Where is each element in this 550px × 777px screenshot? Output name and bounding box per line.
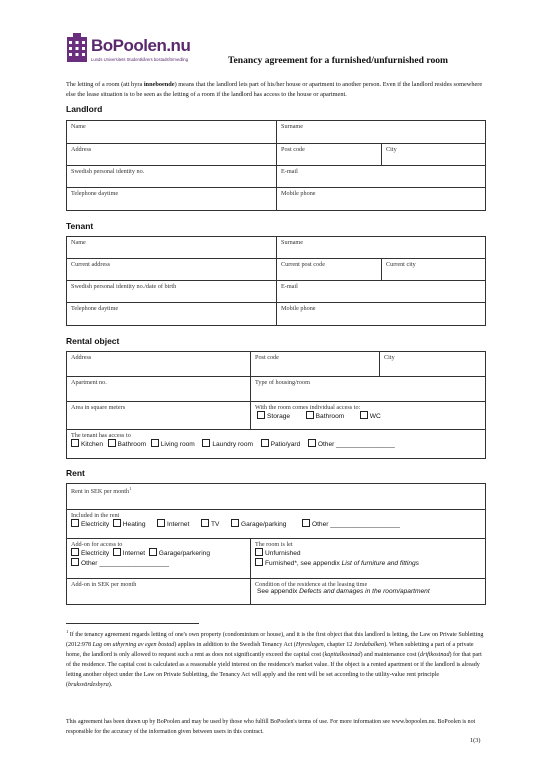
checkbox[interactable] (71, 519, 79, 527)
defects-appendix-ref: Defects and damages in the room/apartment (299, 588, 430, 595)
access-wc-option[interactable] (360, 413, 381, 420)
checkbox[interactable] (113, 548, 121, 556)
fn-text: If the tenancy agreement regards letting of one's own property (condominium or house), and it is the first object that this landlord is letting, the Law on Private Subletting (2012:978 (66, 632, 484, 649)
checkbox[interactable] (108, 439, 116, 447)
rental-postcode-field[interactable]: Post code (251, 352, 380, 377)
page-number: 1(3) (470, 737, 481, 744)
condition-label: Condition of the residence at the leasing time (255, 581, 368, 588)
tenant-mobile-field[interactable]: Mobile phone (277, 303, 486, 326)
logo-wordmark: BoPoolen.nu (91, 36, 191, 55)
intro-bold-term: inneboende (143, 81, 175, 88)
footnote-ref: 1 (129, 486, 132, 491)
access-storage-option[interactable] (257, 413, 290, 420)
room-let-label: The room is let (255, 541, 293, 548)
landlord-postcode-field[interactable]: Post code (277, 144, 382, 166)
tenant-access-kitchen[interactable] (71, 441, 103, 448)
section-heading-rent: Rent (66, 468, 85, 478)
fn-text: ). When subletting a part of a private home, the landlord is only allowed to request such a rent as does not significantly exceed the capital cost ( (66, 642, 474, 659)
option-label: Laundry room (212, 441, 254, 448)
option-label: Internet (167, 521, 190, 528)
intro-text-1: The letting of a room (att hyra (66, 81, 144, 88)
landlord-name-field[interactable]: Name (67, 121, 277, 144)
checkbox[interactable] (113, 519, 121, 527)
included-internet[interactable] (157, 521, 189, 528)
section-heading-tenant: Tenant (66, 221, 94, 231)
landlord-table (66, 120, 486, 211)
intro-text-2: ) means that the landlord lets part of his/her house or apartment to another person. Even if the landlord resides somewhere else the lease situation is to be seen as the letting of a room if the landlord has access to the house or apartment. (66, 81, 483, 99)
tenant-access-living-room[interactable] (151, 441, 195, 448)
fn-italic: Jordabalken (353, 642, 385, 649)
rent-per-month-label: Rent in SEK per month (71, 488, 130, 496)
landlord-email-field[interactable]: E-mail (277, 166, 486, 188)
option-label: Electricity (81, 521, 110, 528)
checkbox[interactable] (201, 519, 209, 527)
tenant-phone-field[interactable]: Telephone daytime (67, 303, 277, 326)
option-label: Other ___________________ (311, 521, 400, 528)
included-label: Included in the rent (71, 512, 120, 519)
option-label: Garage/parking (240, 521, 287, 528)
access-bathroom-option[interactable] (306, 413, 345, 420)
option-label: Other ________________ (317, 441, 395, 448)
rental-apartment-no-field[interactable]: Apartment no. (67, 377, 251, 402)
tenant-city-field[interactable]: Current city (382, 259, 486, 281)
footnote-separator (66, 623, 199, 624)
document-title: Tenancy agreement for a furnished/unfurnished room (228, 55, 449, 66)
included-tv[interactable] (201, 521, 219, 528)
tenant-postcode-field[interactable]: Current post code (277, 259, 382, 281)
tenant-email-field[interactable]: E-mail (277, 281, 486, 303)
checkbox[interactable] (71, 548, 79, 556)
rent-per-month-field[interactable] (67, 484, 486, 510)
checkbox[interactable] (257, 411, 265, 419)
rental-address-field[interactable]: Address (67, 352, 251, 377)
room-let-cell (251, 539, 486, 579)
tenant-access-bathroom[interactable] (108, 441, 147, 448)
addon-electricity[interactable] (71, 550, 109, 557)
checkbox[interactable] (151, 439, 159, 447)
building-logo-icon (66, 33, 88, 63)
checkbox[interactable] (308, 439, 316, 447)
checkbox[interactable] (231, 519, 239, 527)
tenant-name-field[interactable]: Name (67, 237, 277, 259)
option-label: Garage/parkering (158, 550, 211, 557)
bopoolen-logo (66, 33, 236, 83)
checkbox[interactable] (302, 519, 310, 527)
tenant-access-cell (67, 430, 486, 459)
section-heading-rental-object: Rental object (66, 336, 120, 346)
addon-access-cell (67, 539, 251, 579)
landlord-pid-field[interactable]: Swedish personal identity no. (67, 166, 277, 188)
rental-city-field[interactable]: City (380, 352, 486, 377)
tenant-address-field[interactable]: Current address (67, 259, 277, 281)
footnote-mark: 1 (66, 629, 69, 634)
checkbox[interactable] (157, 519, 165, 527)
checkbox[interactable] (71, 558, 79, 566)
included-heating[interactable] (113, 521, 146, 528)
option-label: Patio/yard (270, 441, 301, 448)
furniture-appendix-ref: List of furniture and fittings (341, 560, 419, 567)
tenant-surname-field[interactable]: Surname (277, 237, 486, 259)
rental-area-field[interactable]: Area in square meters (67, 402, 251, 430)
addon-garage[interactable] (149, 550, 210, 557)
option-label: WC (369, 413, 381, 420)
included-in-rent-cell (67, 510, 486, 539)
checkbox[interactable] (149, 548, 157, 556)
option-label: TV (210, 521, 220, 528)
tenant-access-label: The tenant has access to (71, 432, 131, 439)
let-unfurnished-option[interactable] (255, 550, 301, 557)
option-label: Storage (267, 413, 291, 420)
option-label: Heating (122, 521, 146, 528)
landlord-city-field[interactable]: City (382, 144, 486, 166)
tenant-access-other[interactable] (308, 441, 395, 448)
fn-italic: bruksvärdesbyra (68, 682, 109, 689)
fn-italic: Lag om uthyrning av egen bostad (92, 642, 175, 649)
included-other[interactable] (302, 521, 400, 528)
checkbox[interactable] (71, 439, 79, 447)
tenant-access-patio[interactable] (261, 441, 301, 448)
rent-table (66, 483, 486, 605)
tenant-pid-field[interactable]: Swedish personal identity no./date of birth (67, 281, 277, 303)
tenant-access-laundry[interactable] (202, 441, 253, 448)
logo-tagline: Lunds Universitets Studentkårers bostadsförmedling (91, 57, 189, 62)
section-heading-landlord: Landlord (66, 104, 103, 114)
option-label: Other ___________________ (81, 560, 169, 567)
checkbox[interactable] (202, 439, 210, 447)
fn-text: ) applies in addition to the Swedish Tenancy Act ( (174, 642, 296, 649)
rental-housing-type-field[interactable]: Type of housing/room (251, 377, 486, 402)
landlord-mobile-field[interactable]: Mobile phone (277, 188, 486, 211)
option-label: Electricity (81, 550, 110, 557)
included-garage[interactable] (231, 521, 286, 528)
page-footer: This agreement has been drawn up by BoPoolen and may be used by those who fulfill BoPoolen's terms of use. For more information see www.bopoolen.nu. BoPoolen is not responsible for the accuracy of the information given between users in this contract. (66, 719, 476, 735)
option-label: Bathroom (117, 441, 147, 448)
option-label: Living room (160, 441, 195, 448)
fn-text: ). (108, 682, 113, 689)
checkbox[interactable] (306, 411, 314, 419)
checkbox[interactable] (255, 558, 263, 566)
rental-object-table (66, 351, 486, 459)
addon-label: Add-on for access to (71, 541, 123, 548)
fn-italic: kapitalkostnad (324, 652, 361, 659)
tenant-table (66, 236, 486, 326)
fn-text: ) and maintenance cost ( (360, 652, 421, 659)
condition-cell (251, 579, 486, 605)
landlord-phone-field[interactable]: Telephone daytime (67, 188, 277, 211)
addon-other[interactable] (71, 560, 169, 567)
fn-text: , chapter 12 (323, 642, 354, 649)
condition-prefix: See appendix (257, 588, 300, 595)
option-label: Internet (122, 550, 146, 557)
fn-text: ) for that part of the residence. The capital cost is calculated as a reasonable yield interest on the residence's market value. If the object is a rented apartment or if the landlord is already letting another object under the Law on Private Subletting, the Tenancy Act will apply and the rent will be set according to the utility-value rent principle ( (66, 652, 482, 689)
let-furnished-option[interactable] (255, 560, 419, 567)
landlord-surname-field[interactable]: Surname (277, 121, 486, 144)
fn-italic: driftkostnad (420, 652, 450, 659)
individual-access-cell (251, 402, 486, 430)
condition-text (257, 588, 430, 595)
fn-italic: Hyreslagen (295, 642, 324, 649)
checkbox[interactable] (261, 439, 269, 447)
addon-per-month-field[interactable]: Add-on in SEK per month (67, 579, 251, 605)
individual-access-label: With the room comes individual access to: (255, 404, 361, 411)
footnote (66, 627, 486, 690)
option-label: Bathroom (315, 413, 345, 420)
option-label: Kitchen (81, 441, 103, 448)
checkbox[interactable] (255, 548, 263, 556)
option-label: Unfurnished (265, 550, 301, 557)
checkbox[interactable] (360, 411, 368, 419)
addon-internet[interactable] (113, 550, 145, 557)
option-label: Furnished*, see appendix (265, 560, 342, 567)
included-electricity[interactable] (71, 521, 109, 528)
landlord-address-field[interactable]: Address (67, 144, 277, 166)
intro-paragraph (66, 80, 486, 100)
